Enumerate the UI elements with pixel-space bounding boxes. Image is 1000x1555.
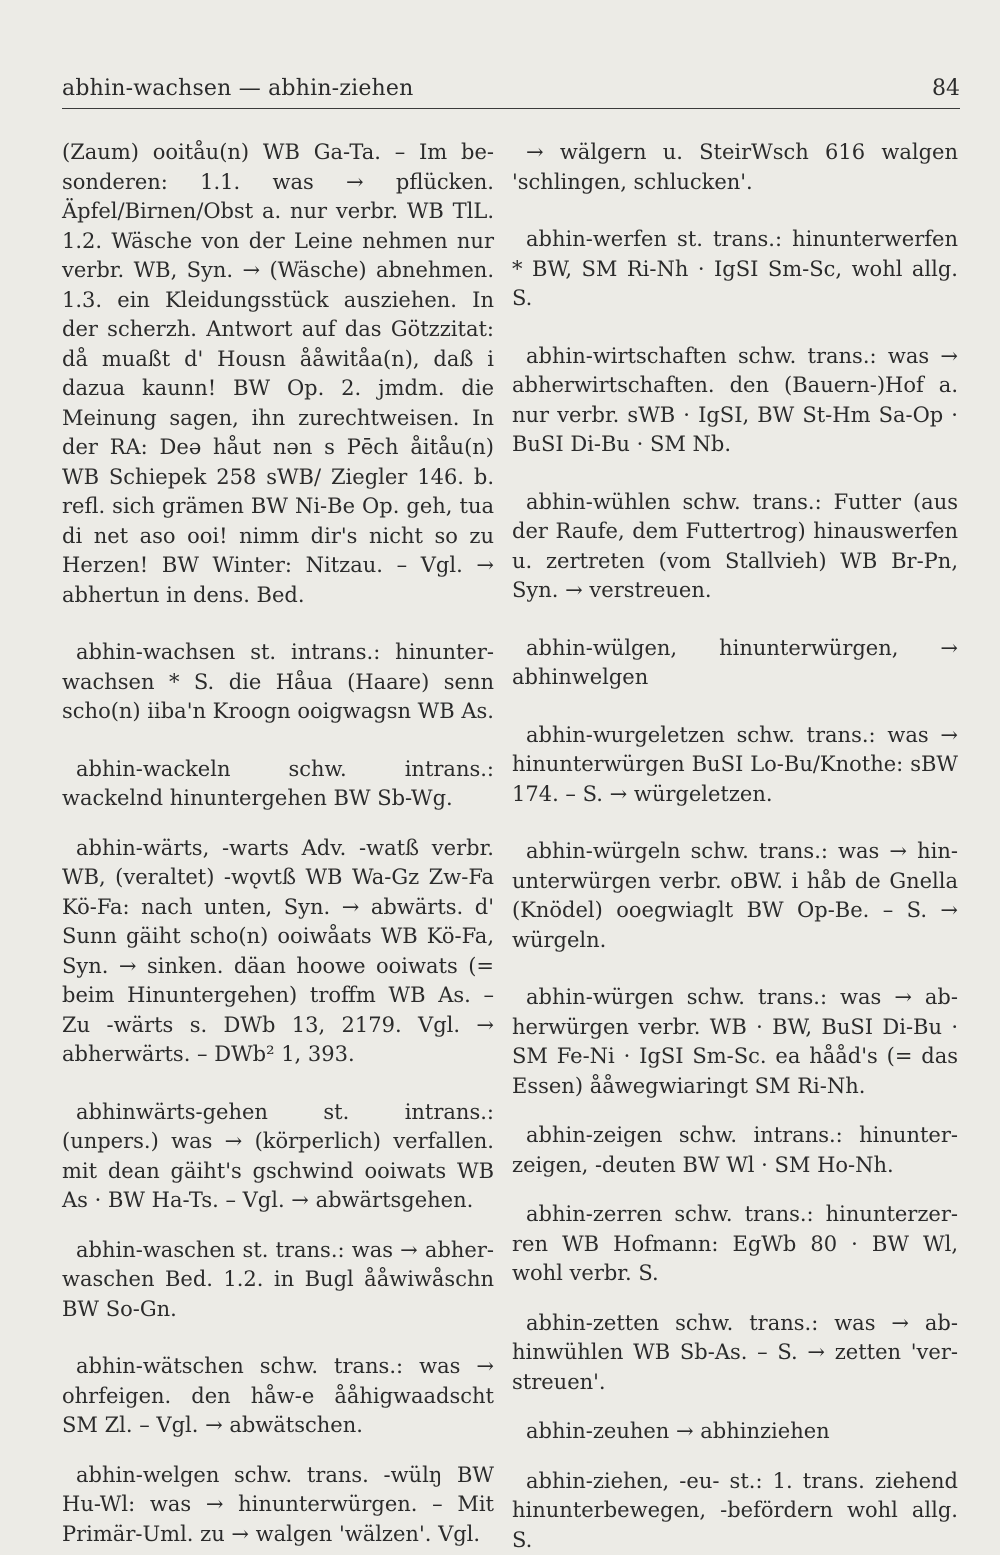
entry-continuation-welgen: → wälgern u. SteirWsch 616 walgen 'schlingen, schlucken'.	[512, 138, 958, 197]
entry-abhin-wuelgen: abhin-wülgen, hinunterwürgen, → abhinwelgen	[512, 634, 958, 693]
running-head: abhin-wachsen — abhin-ziehen	[62, 76, 414, 101]
header-rule	[62, 108, 960, 109]
entry-continuation: (Zaum) ooitåu(n) WB Ga-Ta. – Im besonderen: 1.1. was → pflücken. Äpfel/Birnen/Obst a. nur verbr. WB TlL. 1.2. Wäsche von der Leine nehmen nur verbr. WB, Syn. → (Wäsche) abnehmen. 1.3. ein Kleidungsstück ausziehen. In der scherzh. Antwort auf das Götzzitat: då muaßt d' Housn ååwitåa(n), daß i dazua kaunn! BW Op. 2. jmdm. die Meinung sagen, ihn zurechtweisen. In der RA: Deə håut nən s Pēch åitåu(n) WB Schiepek 258 sWB/ Ziegler 146. b. refl. sich grämen BW Ni-Be Op. geh, tua di net aso ooi! nimm dir's nicht so zu Herzen! BW Winter: Nitzau. – Vgl. → abhertun in dens. Bed.	[62, 138, 494, 610]
entry-abhin-waetschen: abhin-wätschen schw. trans.: was → ohrfeigen. den håw-e ååhigwaadscht SM Zl. – Vgl. → abwätschen.	[62, 1352, 494, 1441]
entry-abhin-wachsen: abhin-wachsen st. intrans.: hinunterwachsen * S. die Håua (Haare) senn scho(n) iiba'n Kroogn ooigwagsn WB As.	[62, 638, 494, 727]
entry-abhin-wirtschaften: abhin-wirtschaften schw. trans.: was → abherwirtschaften. den (Bauern-)Hof a. nur verbr. sWB · IgSI, BW St-Hm Sa-Op · BuSI Di-Bu · SM Nb.	[512, 342, 958, 460]
entry-abhin-welgen: abhin-welgen schw. trans. -wülŋ BW Hu-Wl: was → hinunterwürgen. – Mit Primär-Uml. zu → walgen 'wälzen'. Vgl.	[62, 1461, 494, 1550]
entry-abhinwaerts-gehen: abhinwärts-gehen st. intrans.: (unpers.) was → (körperlich) verfallen. mit dean gäiht's gschwind ooiwats WB As · BW Ha-Ts. – Vgl. → abwärtsgehen.	[62, 1098, 494, 1216]
entry-abhin-waerts: abhin-wärts, -warts Adv. -watß verbr. WB, (veraltet) -wǫvtß WB Wa-Gz Zw-Fa Kö-Fa: nach unten, Syn. → abwärts. d' Sunn gäiht scho(n) ooiwåats WB Kö-Fa, Syn. → sinken. däan hoowe ooiwats (= beim Hinuntergehen) troffm WB As. – Zu -wärts s. DWb 13, 2179. Vgl. → abherwärts. – DWb² 1, 393.	[62, 834, 494, 1070]
entry-abhin-wurgeletzen: abhin-wurgeletzen schw. trans.: was → hinunterwürgen BuSI Lo-Bu/Knothe: sBW 174. – S. → würgeletzen.	[512, 721, 958, 810]
entry-abhin-waschen: abhin-waschen st. trans.: was → abherwaschen Bed. 1.2. in Bugl ååwiwåschn BW So-Gn.	[62, 1236, 494, 1325]
entry-abhin-wackeln: abhin-wackeln schw. intrans.: wackelnd hinuntergehen BW Sb-Wg.	[62, 755, 494, 814]
entry-abhin-werfen: abhin-werfen st. trans.: hinunterwerfen * BW, SM Ri-Nh · IgSI Sm-Sc, wohl allg. S.	[512, 225, 958, 314]
entry-abhin-ziehen: abhin-ziehen, -eu- st.: 1. trans. ziehend hinunterbewegen, -befördern wohl allg. S.	[512, 1467, 958, 1555]
entry-abhin-wuehlen: abhin-wühlen schw. trans.: Futter (aus der Raufe, dem Futtertrog) hinauswerfen u. zertreten (vom Stallvieh) WB Br-Pn, Syn. → verstreuen.	[512, 488, 958, 606]
entry-abhin-wuergeln: abhin-würgeln schw. trans.: was → hinunterwürgen verbr. oBW. i håb de Gnella (Knödel) ooegwiaglt BW Op-Be. – S. → würgeln.	[512, 837, 958, 955]
entry-abhin-zeigen: abhin-zeigen schw. intrans.: hinunterzeigen, -deuten BW Wl · SM Ho-Nh.	[512, 1121, 958, 1180]
entry-abhin-zerren: abhin-zerren schw. trans.: hinunterzerren WB Hofmann: EgWb 80 · BW Wl, wohl verbr. S.	[512, 1200, 958, 1289]
entry-abhin-zeuhen: abhin-zeuhen → abhinziehen	[512, 1417, 958, 1447]
entry-abhin-wuergen: abhin-würgen schw. trans.: was → abherwürgen verbr. WB · BW, BuSI Di-Bu · SM Fe-Ni · IgSI Sm-Sc. ea hååd's (= das Essen) ååwegwiaringt SM Ri-Nh.	[512, 983, 958, 1101]
page-number: 84	[932, 76, 960, 101]
right-column	[512, 138, 958, 1555]
left-column	[62, 138, 494, 1549]
entry-abhin-zetten: abhin-zetten schw. trans.: was → abhinwühlen WB Sb-As. – S. → zetten 'verstreuen'.	[512, 1309, 958, 1398]
